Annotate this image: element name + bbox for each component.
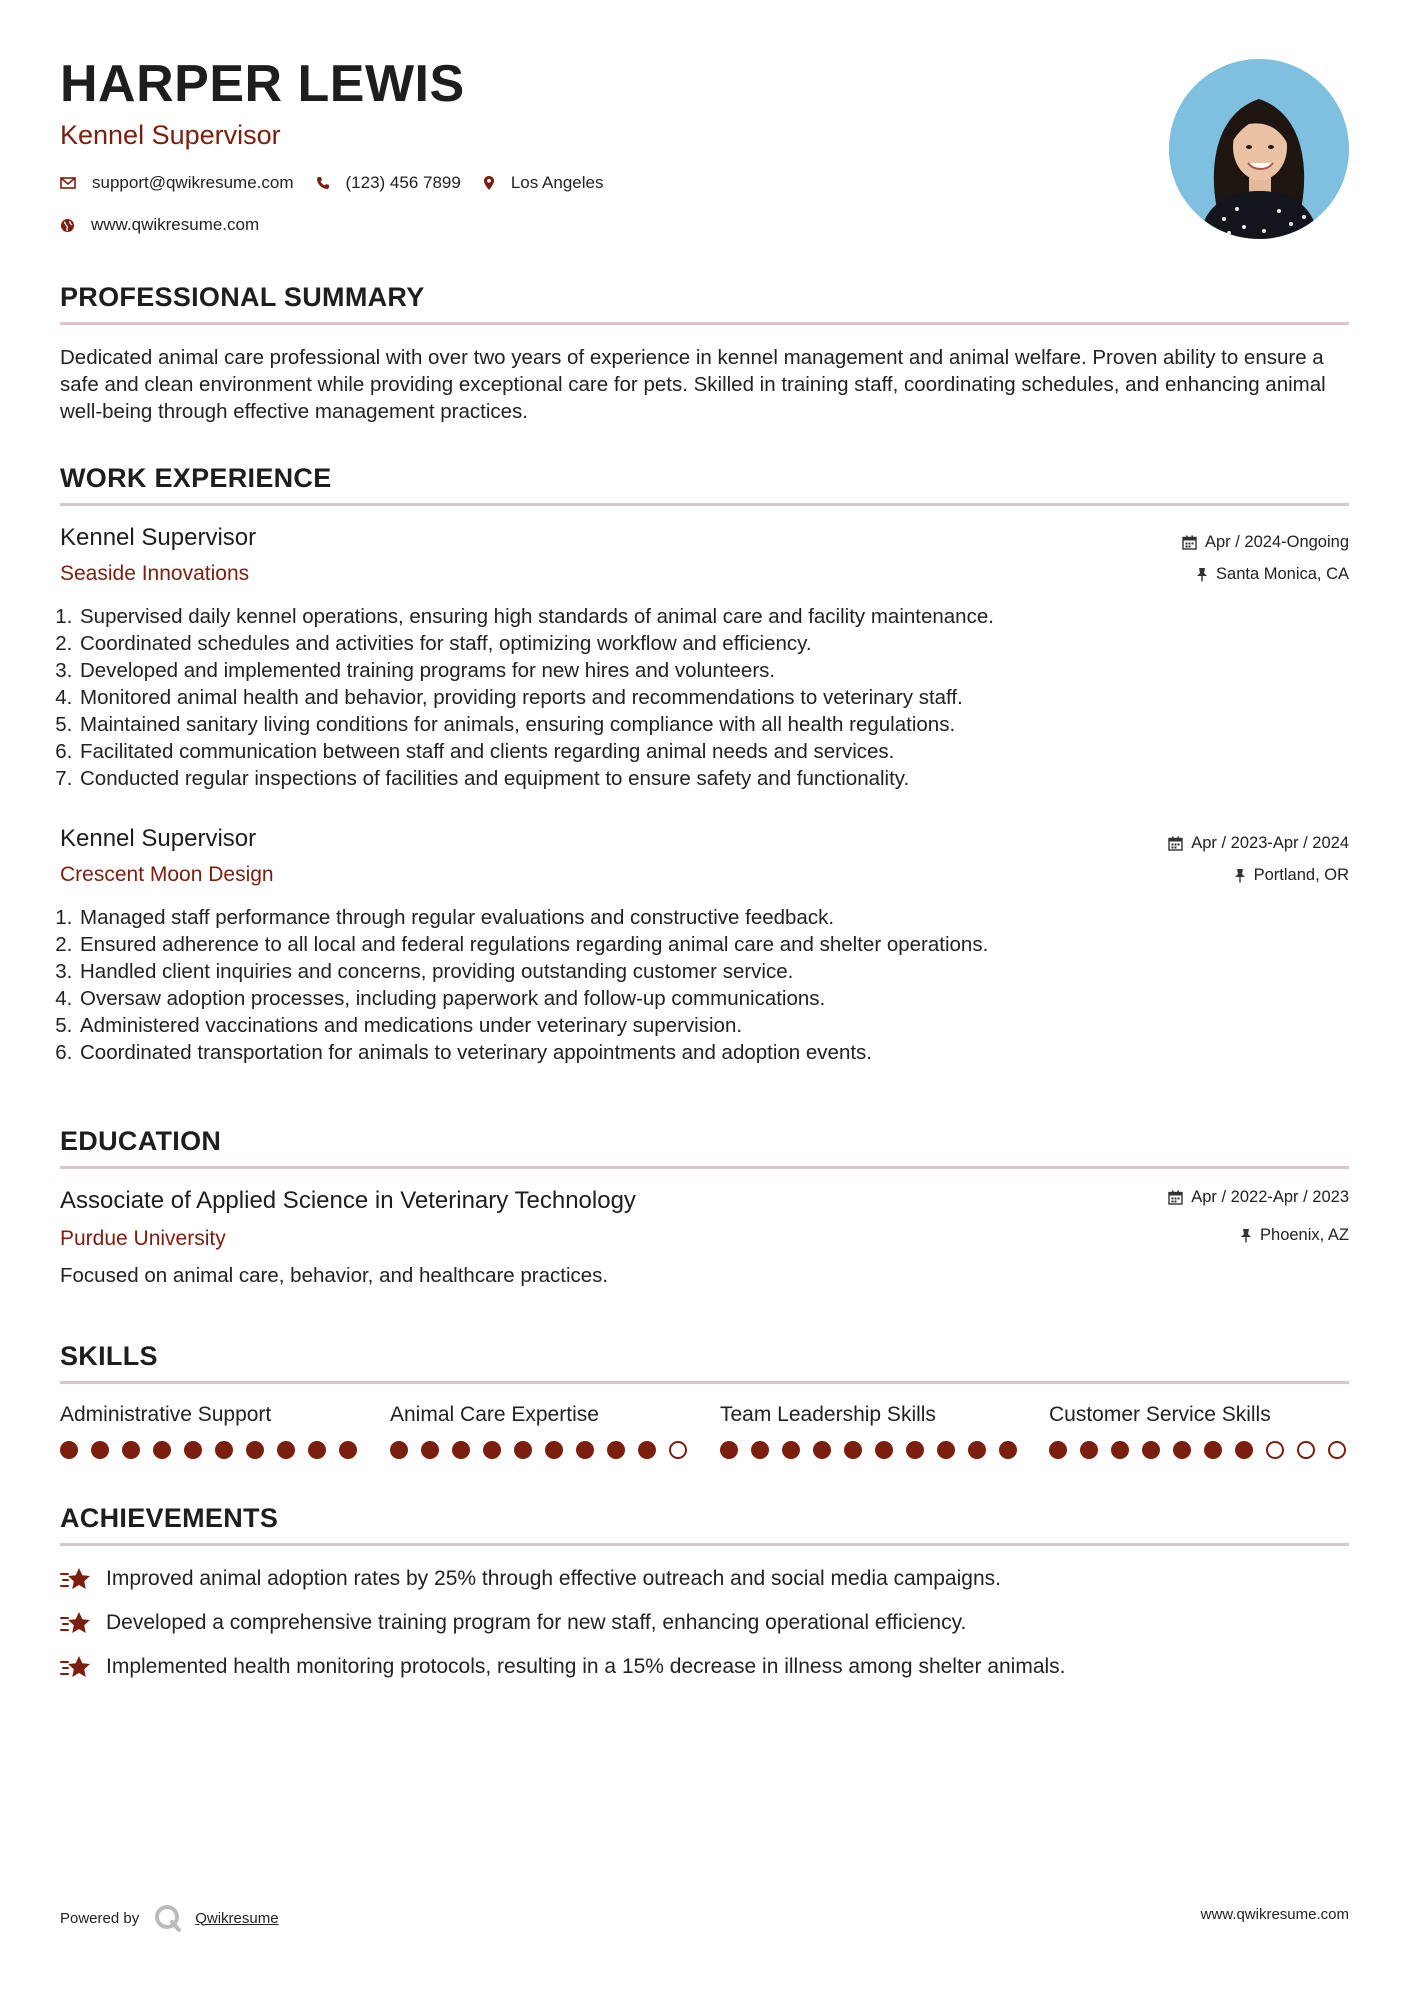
rating-dot-filled — [483, 1441, 501, 1459]
rating-dot-filled — [184, 1441, 202, 1459]
skill-item — [60, 1403, 360, 1459]
rating-dot-filled — [246, 1441, 264, 1459]
education-location — [1240, 1226, 1349, 1245]
rating-dot-filled — [999, 1441, 1017, 1459]
section-divider — [60, 1166, 1349, 1169]
education-dates-text: Apr / 2022-Apr / 2023 — [1191, 1188, 1349, 1206]
calendar-icon — [1182, 535, 1197, 550]
email-icon — [60, 177, 76, 189]
rating-dot-filled — [1111, 1441, 1129, 1459]
globe-icon — [60, 218, 75, 233]
skill-name: Administrative Support — [60, 1403, 272, 1426]
contact-row — [60, 173, 625, 193]
rating-dot-filled — [1235, 1441, 1253, 1459]
rating-dot-filled — [122, 1441, 140, 1459]
list-item: 3. Handled client inquiries and concerns, providing outstanding customer service. — [78, 958, 1368, 985]
skill-rating — [60, 1441, 360, 1459]
rating-dot-filled — [545, 1441, 563, 1459]
list-item: 6. Coordinated transportation for animals to veterinary appointments and adoption events. — [78, 1039, 1368, 1066]
summary-heading: PROFESSIONAL SUMMARY — [60, 282, 425, 312]
qwikresume-logo-icon — [153, 1903, 183, 1933]
job-bullets — [55, 904, 1368, 1066]
brand-link[interactable]: Qwikresume — [195, 1909, 279, 1927]
rating-dot-filled — [1204, 1441, 1222, 1459]
list-item: 1. Managed staff performance through regular evaluations and constructive feedback. — [78, 904, 1368, 931]
rating-dot-filled — [452, 1441, 470, 1459]
profile-photo — [1169, 59, 1349, 239]
pushpin-icon — [1240, 1228, 1252, 1243]
section-divider — [60, 503, 1349, 506]
rating-dot-empty — [1297, 1441, 1315, 1459]
rating-dot-filled — [60, 1441, 78, 1459]
rating-dot-filled — [215, 1441, 233, 1459]
list-item: 1. Supervised daily kennel operations, ensuring high standards of animal care and facility maintenance. — [78, 603, 1368, 630]
star-icon — [60, 1610, 106, 1636]
rating-dot-filled — [1049, 1441, 1067, 1459]
footer-website[interactable]: www.qwikresume.com — [1200, 1906, 1349, 1923]
rating-dot-filled — [782, 1441, 800, 1459]
job-dates-text: Apr / 2024-Ongoing — [1204, 533, 1349, 551]
rating-dot-filled — [421, 1441, 439, 1459]
powered-by-text: Powered by — [60, 1909, 140, 1927]
star-icon — [60, 1566, 106, 1592]
rating-dot-filled — [638, 1441, 656, 1459]
education-description: Focused on animal care, behavior, and healthcare practices. — [60, 1264, 609, 1287]
job-bullets — [55, 603, 1368, 792]
education-location-text: Phoenix, AZ — [1260, 1226, 1349, 1244]
rating-dot-filled — [576, 1441, 594, 1459]
website-text: www.qwikresume.com — [91, 215, 260, 234]
list-item: 6. Facilitated communication between staff and clients regarding animal needs and services. — [78, 738, 1368, 765]
rating-dot-empty — [669, 1441, 687, 1459]
skill-name: Customer Service Skills — [1049, 1403, 1271, 1426]
list-item: 3. Developed and implemented training programs for new hires and volunteers. — [78, 657, 1368, 684]
list-item: 4. Monitored animal health and behavior, providing reports and recommendations to veterinary staff. — [78, 684, 1368, 711]
list-item: 5. Administered vaccinations and medications under veterinary supervision. — [78, 1012, 1368, 1039]
skill-name: Animal Care Expertise — [390, 1403, 599, 1426]
contact-email[interactable] — [60, 173, 294, 193]
list-item: 7. Conducted regular inspections of facilities and equipment to ensure safety and functionality. — [78, 765, 1368, 792]
rating-dot-filled — [720, 1441, 738, 1459]
rating-dot-filled — [308, 1441, 326, 1459]
job-location-text: Santa Monica, CA — [1216, 565, 1349, 583]
rating-dot-filled — [514, 1441, 532, 1459]
rating-dot-filled — [1080, 1441, 1098, 1459]
rating-dot-filled — [1142, 1441, 1160, 1459]
summary-text: Dedicated animal care professional with over two years of experience in kennel management and animal welfare. Proven ability to ensure a safe and clean environment while providing exceptional care for pets. Skilled in training staff, coordinating schedules, and enhancing animal well-being through effective management practices. — [60, 346, 1326, 423]
phone-icon — [316, 176, 330, 190]
contact-website[interactable] — [60, 215, 259, 235]
location-text: Los Angeles — [510, 173, 604, 192]
job-company: Seaside Innovations — [60, 562, 250, 585]
candidate-name: HARPER LEWIS — [60, 55, 465, 113]
rating-dot-filled — [751, 1441, 769, 1459]
contact-phone[interactable] — [316, 173, 461, 193]
achievement-text: Implemented health monitoring protocols, resulting in a 15% decrease in illness among shelter animals. — [106, 1655, 1066, 1678]
job-location-text: Portland, OR — [1253, 866, 1349, 884]
phone-text: (123) 456 7899 — [345, 173, 461, 192]
rating-dot-filled — [607, 1441, 625, 1459]
job-location — [1196, 565, 1349, 584]
skill-item — [1049, 1403, 1349, 1459]
job-location — [1234, 866, 1349, 885]
section-divider — [60, 1543, 1349, 1546]
rating-dot-filled — [968, 1441, 986, 1459]
rating-dot-filled — [339, 1441, 357, 1459]
contact-location — [483, 173, 604, 193]
job-title: Kennel Supervisor — [60, 825, 257, 852]
section-divider — [60, 1381, 1349, 1384]
job-dates — [1182, 533, 1349, 552]
section-divider — [60, 322, 1349, 325]
rating-dot-filled — [875, 1441, 893, 1459]
calendar-icon — [1168, 836, 1183, 851]
contact-row-2 — [60, 215, 281, 235]
skill-name: Team Leadership Skills — [720, 1403, 936, 1426]
rating-dot-filled — [1173, 1441, 1191, 1459]
job-company: Crescent Moon Design — [60, 863, 274, 886]
rating-dot-filled — [153, 1441, 171, 1459]
school-name: Purdue University — [60, 1227, 226, 1250]
candidate-title: Kennel Supervisor — [60, 120, 281, 150]
calendar-icon — [1168, 1190, 1183, 1205]
skill-item — [390, 1403, 690, 1459]
list-item: 2. Coordinated schedules and activities for staff, optimizing workflow and efficiency. — [78, 630, 1368, 657]
rating-dot-filled — [91, 1441, 109, 1459]
achievement-item — [60, 1610, 966, 1636]
rating-dot-filled — [277, 1441, 295, 1459]
experience-heading: WORK EXPERIENCE — [60, 463, 332, 493]
footer-powered-by — [60, 1903, 279, 1933]
pushpin-icon — [1196, 567, 1208, 582]
pushpin-icon — [1234, 868, 1246, 883]
list-item: 5. Maintained sanitary living conditions for animals, ensuring compliance with all health regulations. — [78, 711, 1368, 738]
skill-rating — [720, 1441, 1020, 1459]
education-dates — [1168, 1188, 1349, 1207]
rating-dot-filled — [390, 1441, 408, 1459]
job-title: Kennel Supervisor — [60, 524, 257, 551]
degree-title: Associate of Applied Science in Veterinary Technology — [60, 1187, 636, 1214]
list-item: 4. Oversaw adoption processes, including paperwork and follow-up communications. — [78, 985, 1368, 1012]
rating-dot-filled — [844, 1441, 862, 1459]
job-dates-text: Apr / 2023-Apr / 2024 — [1191, 834, 1349, 852]
list-item: 2. Ensured adherence to all local and federal regulations regarding animal care and shelter operations. — [78, 931, 1368, 958]
job-dates — [1168, 834, 1349, 853]
rating-dot-filled — [937, 1441, 955, 1459]
achievement-text: Improved animal adoption rates by 25% through effective outreach and social media campaigns. — [106, 1567, 1001, 1590]
skills-heading: SKILLS — [60, 1341, 158, 1371]
email-text: support@qwikresume.com — [92, 173, 294, 192]
star-icon — [60, 1654, 106, 1680]
achievement-item — [60, 1566, 1001, 1592]
rating-dot-filled — [813, 1441, 831, 1459]
education-heading: EDUCATION — [60, 1126, 222, 1156]
achievement-text: Developed a comprehensive training program for new staff, enhancing operational efficiency. — [106, 1611, 967, 1634]
achievement-item — [60, 1654, 1066, 1680]
skill-item — [720, 1403, 1020, 1459]
skill-rating — [1049, 1441, 1349, 1459]
rating-dot-empty — [1328, 1441, 1346, 1459]
map-pin-icon — [483, 175, 495, 191]
rating-dot-filled — [906, 1441, 924, 1459]
skill-rating — [390, 1441, 690, 1459]
rating-dot-empty — [1266, 1441, 1284, 1459]
achievements-heading: ACHIEVEMENTS — [60, 1503, 279, 1533]
